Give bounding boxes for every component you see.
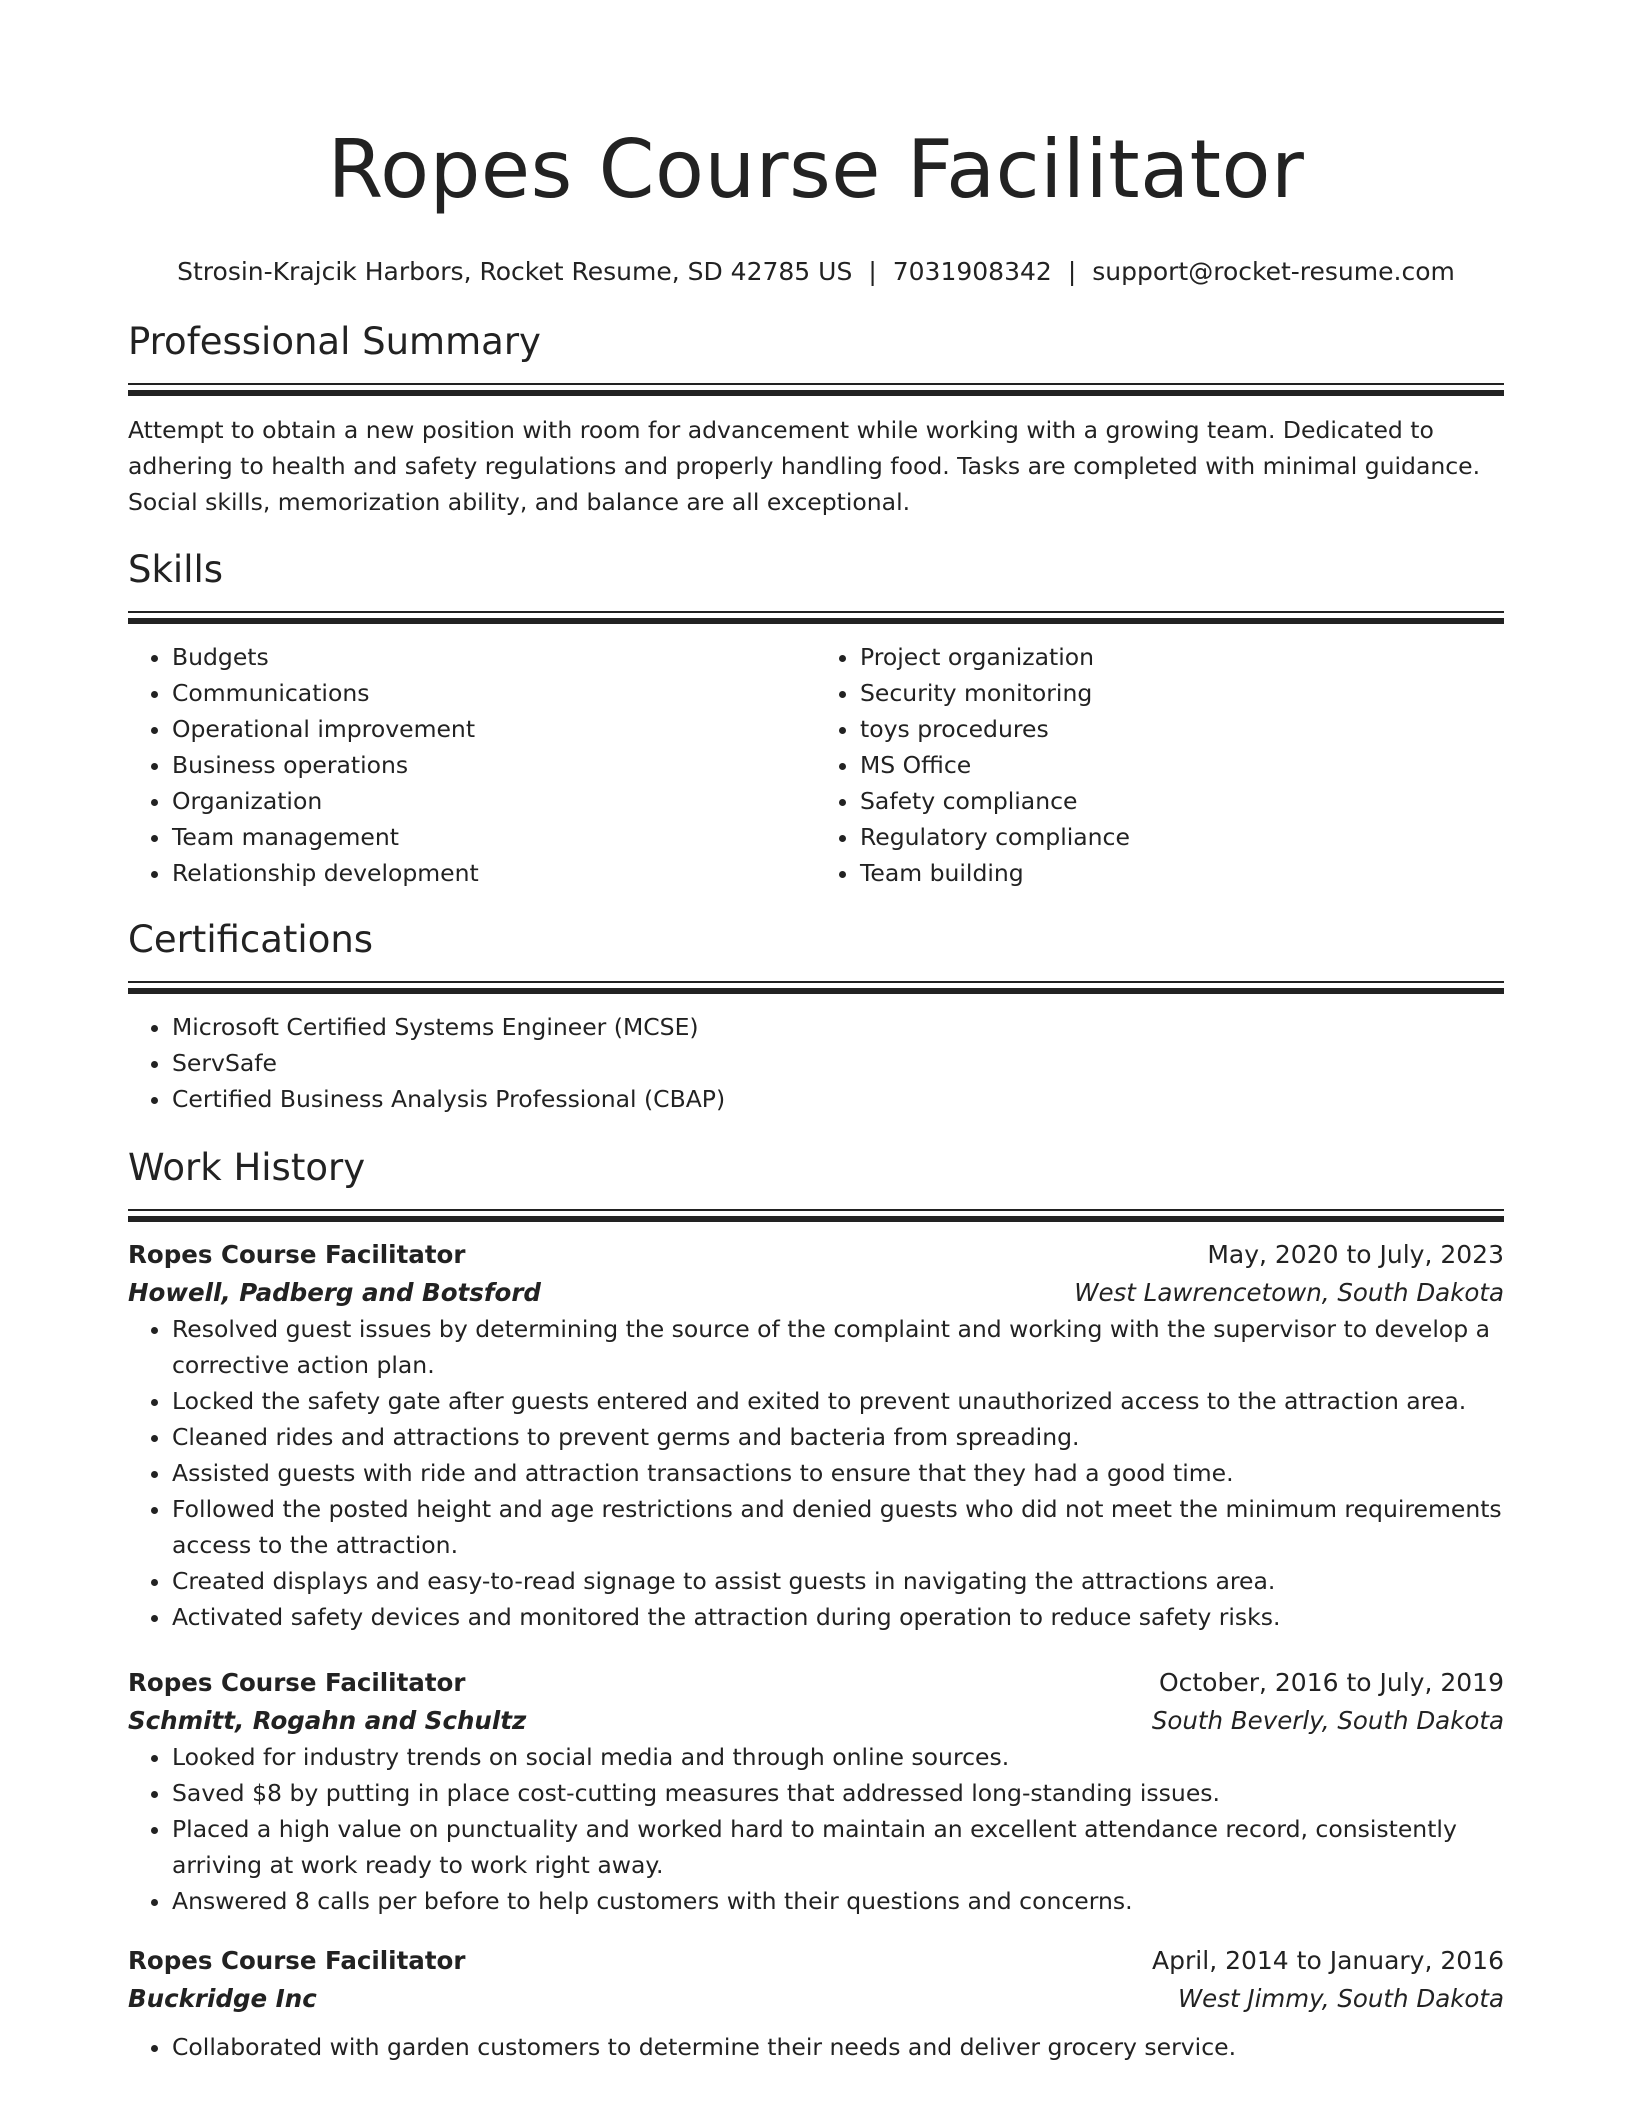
certifications-list bbox=[128, 1009, 1504, 1117]
job-title: Ropes Course Facilitator bbox=[128, 1668, 466, 1697]
job-entry bbox=[128, 1237, 1504, 1635]
job-duty: • Placed a high value on punctuality and worked hard to maintain an excellent attendance record, consistently arriving at work ready to work right away. bbox=[172, 1811, 1504, 1883]
job-dates: May, 2020 to July, 2023 bbox=[1207, 1240, 1504, 1269]
section-divider bbox=[128, 383, 1504, 396]
job-location: West Lawrencetown, South Dakota bbox=[1074, 1278, 1504, 1307]
job-duty: • Created displays and easy-to-read signage to assist guests in navigating the attractions area. bbox=[172, 1563, 1504, 1599]
job-duties-list bbox=[128, 2029, 1504, 2065]
job-header bbox=[128, 1237, 1504, 1273]
job-location: South Beverly, South Dakota bbox=[1151, 1706, 1504, 1735]
job-title: Ropes Course Facilitator bbox=[128, 1946, 466, 1975]
skill-item: • MS Office bbox=[860, 747, 1504, 783]
job-duty: • Cleaned rides and attractions to prevent germs and bacteria from spreading. bbox=[172, 1419, 1504, 1455]
section-title-skills: Skills bbox=[128, 548, 224, 591]
skill-item: • Regulatory compliance bbox=[860, 819, 1504, 855]
job-title: Ropes Course Facilitator bbox=[128, 1240, 466, 1269]
job-subheader bbox=[128, 1981, 1504, 2017]
summary-section bbox=[128, 319, 1504, 520]
skills-list-left bbox=[128, 639, 816, 891]
skill-item: • Team management bbox=[172, 819, 816, 855]
skill-item: • toys procedures bbox=[860, 711, 1504, 747]
job-company: Schmitt, Rogahn and Schultz bbox=[128, 1706, 527, 1735]
skill-item: • Organization bbox=[172, 783, 816, 819]
skill-item: • Team building bbox=[860, 855, 1504, 891]
job-header bbox=[128, 1943, 1504, 1979]
skill-item: • Communications bbox=[172, 675, 816, 711]
job-duty: • Followed the posted height and age restrictions and denied guests who did not meet the minimum requirements access to the attraction. bbox=[172, 1491, 1504, 1563]
skills-section bbox=[128, 547, 1504, 891]
job-dates: April, 2014 to January, 2016 bbox=[1152, 1946, 1504, 1975]
contact-email[interactable]: support@rocket-resume.com bbox=[1092, 257, 1455, 286]
job-duty: • Assisted guests with ride and attraction transactions to ensure that they had a good time. bbox=[172, 1455, 1504, 1491]
contact-separator: | bbox=[1067, 257, 1077, 286]
job-company: Buckridge Inc bbox=[128, 1984, 317, 2013]
section-title-work-history: Work History bbox=[128, 1146, 366, 1189]
section-divider bbox=[128, 1209, 1504, 1222]
skills-grid bbox=[128, 639, 1504, 891]
job-entry bbox=[128, 1943, 1504, 2065]
certifications-section bbox=[128, 917, 1504, 1117]
job-dates: October, 2016 to July, 2019 bbox=[1158, 1668, 1504, 1697]
job-duty: • Saved $8 by putting in place cost-cutting measures that addressed long-standing issues. bbox=[172, 1775, 1504, 1811]
job-duty: • Locked the safety gate after guests entered and exited to prevent unauthorized access to the attraction area. bbox=[172, 1383, 1504, 1419]
certification-item: • Microsoft Certified Systems Engineer (MCSE) bbox=[172, 1009, 1504, 1045]
job-duty: • Resolved guest issues by determining the source of the complaint and working with the supervisor to develop a corrective action plan. bbox=[172, 1311, 1504, 1383]
job-subheader bbox=[128, 1703, 1504, 1739]
skill-item: • Security monitoring bbox=[860, 675, 1504, 711]
job-duties-list bbox=[128, 1739, 1504, 1919]
certification-item: • ServSafe bbox=[172, 1045, 1504, 1081]
section-divider bbox=[128, 611, 1504, 624]
job-company: Howell, Padberg and Botsford bbox=[128, 1278, 541, 1307]
certification-item: • Certified Business Analysis Professional (CBAP) bbox=[172, 1081, 1504, 1117]
job-subheader bbox=[128, 1275, 1504, 1311]
job-header bbox=[128, 1665, 1504, 1701]
contact-address: Strosin-Krajcik Harbors, Rocket Resume, SD 42785 US bbox=[177, 257, 853, 286]
resume-content bbox=[128, 0, 1504, 2065]
contact-separator: | bbox=[868, 257, 877, 286]
job-duty: • Looked for industry trends on social media and through online sources. bbox=[172, 1739, 1504, 1775]
skills-list-right bbox=[816, 639, 1504, 891]
job-entry bbox=[128, 1665, 1504, 1919]
section-title-certifications: Certifications bbox=[128, 918, 374, 961]
job-duty: • Activated safety devices and monitored the attraction during operation to reduce safety risks. bbox=[172, 1599, 1504, 1635]
section-divider bbox=[128, 981, 1504, 994]
work-history-section bbox=[128, 1145, 1504, 2065]
skill-item: • Project organization bbox=[860, 639, 1504, 675]
section-title-summary: Professional Summary bbox=[128, 320, 541, 363]
contact-line bbox=[128, 256, 1504, 288]
job-duties-list bbox=[128, 1311, 1504, 1635]
summary-text: Attempt to obtain a new position with room for advancement while working with a growing team. Dedicated to adhering to health and safety regulations and properly handling food. Tasks are completed with minimal guidance. Social skills, memorization ability, and balance are all exceptional. bbox=[128, 416, 1481, 516]
job-duty: • Collaborated with garden customers to determine their needs and deliver grocery service. bbox=[172, 2029, 1504, 2065]
skill-item: • Budgets bbox=[172, 639, 816, 675]
skill-item: • Safety compliance bbox=[860, 783, 1504, 819]
skill-item: • Relationship development bbox=[172, 855, 816, 891]
candidate-name: Ropes Course Facilitator bbox=[327, 123, 1305, 216]
skill-item: • Operational improvement bbox=[172, 711, 816, 747]
skill-item: • Business operations bbox=[172, 747, 816, 783]
job-location: West Jimmy, South Dakota bbox=[1177, 1984, 1504, 2013]
job-duty: • Answered 8 calls per before to help customers with their questions and concerns. bbox=[172, 1883, 1504, 1919]
contact-phone: 7031908342 bbox=[892, 257, 1052, 286]
